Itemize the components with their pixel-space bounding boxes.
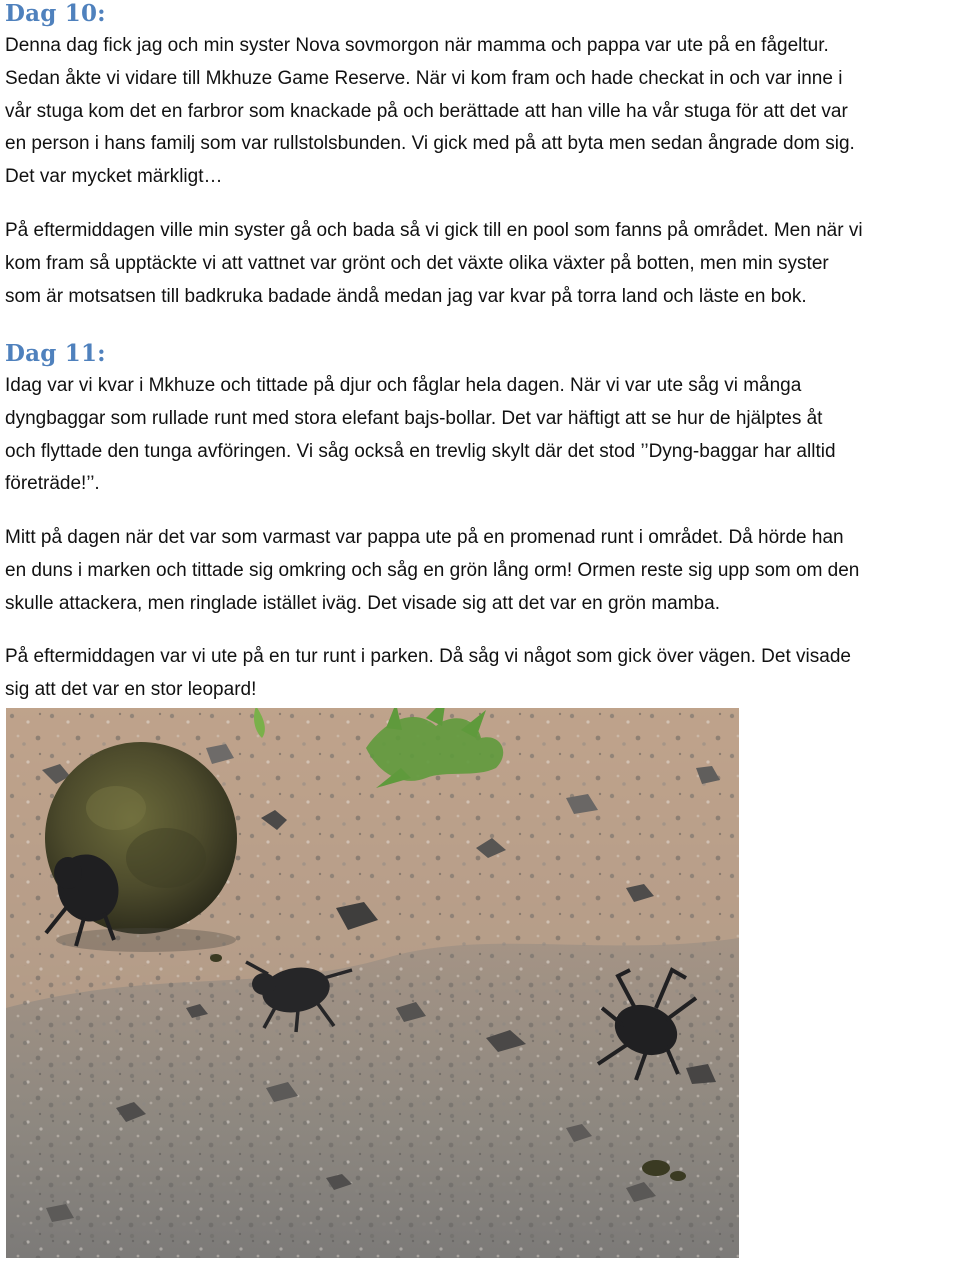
text-line: vår stuga kom det en farbror som knackade på och berättade att han ville ha vår stuga för att det var: [5, 100, 848, 122]
day-11-paragraph-2: [5, 522, 960, 620]
text-line: Mitt på dagen när det var som varmast var pappa ute på en promenad runt i området. Då hörde han: [5, 527, 844, 548]
text-line: som är motsatsen till badkruka badade ändå medan jag var kvar på torra land och läste en bok.: [5, 285, 807, 307]
dung-beetle-photo: [6, 708, 739, 1258]
text-line: På eftermiddagen var vi ute på en tur runt i parken. Då såg vi något som gick över vägen. Det visade: [5, 646, 851, 667]
day-11-paragraph-1: [5, 370, 960, 501]
text-line: kom fram så upptäckte vi att vattnet var grönt och det växte olika växter på botten, men min syster: [5, 252, 829, 274]
text-line: en person i hans familj som var rullstolsbunden. Vi gick med på att byta men sedan ångrade dom sig.: [5, 133, 855, 155]
text-line: företräde!’’.: [5, 473, 100, 495]
text-line: skulle attackera, men ringlade istället iväg. Det visade sig att det var en grön mamba.: [5, 592, 720, 614]
day-10-heading: Dag 10:: [5, 0, 106, 27]
text-line: och flyttade den tunga avföringen. Vi såg också en trevlig skylt där det stod ’’Dyng-baggar har alltid: [5, 440, 836, 462]
day-11-paragraph-3: [5, 641, 960, 707]
text-line: Sedan åkte vi vidare till Mkhuze Game Reserve. När vi kom fram och hade checkat in och var inne i: [5, 67, 843, 89]
text-line: en duns i marken och tittade sig omkring och såg en grön lång orm! Ormen reste sig upp som om den: [5, 559, 860, 581]
day-11-heading: Dag 11:: [5, 340, 106, 367]
text-line: På eftermiddagen ville min syster gå och bada så vi gick till en pool som fanns på området. Men när vi: [5, 220, 863, 241]
text-line: sig att det var en stor leopard!: [5, 678, 257, 700]
text-line: Det var mycket märkligt…: [5, 166, 223, 188]
day-10-paragraph-2: [5, 215, 960, 313]
day-10-paragraph-1: [5, 30, 960, 194]
text-line: Idag var vi kvar i Mkhuze och tittade på djur och fåglar hela dagen. När vi var ute såg vi många: [5, 375, 802, 396]
text-line: dyngbaggar som rullade runt med stora elefant bajs-bollar. Det var häftigt att se hur de hjälptes åt: [5, 407, 823, 429]
text-line: Denna dag fick jag och min syster Nova sovmorgon när mamma och pappa var ute på en fågeltur.: [5, 35, 829, 56]
